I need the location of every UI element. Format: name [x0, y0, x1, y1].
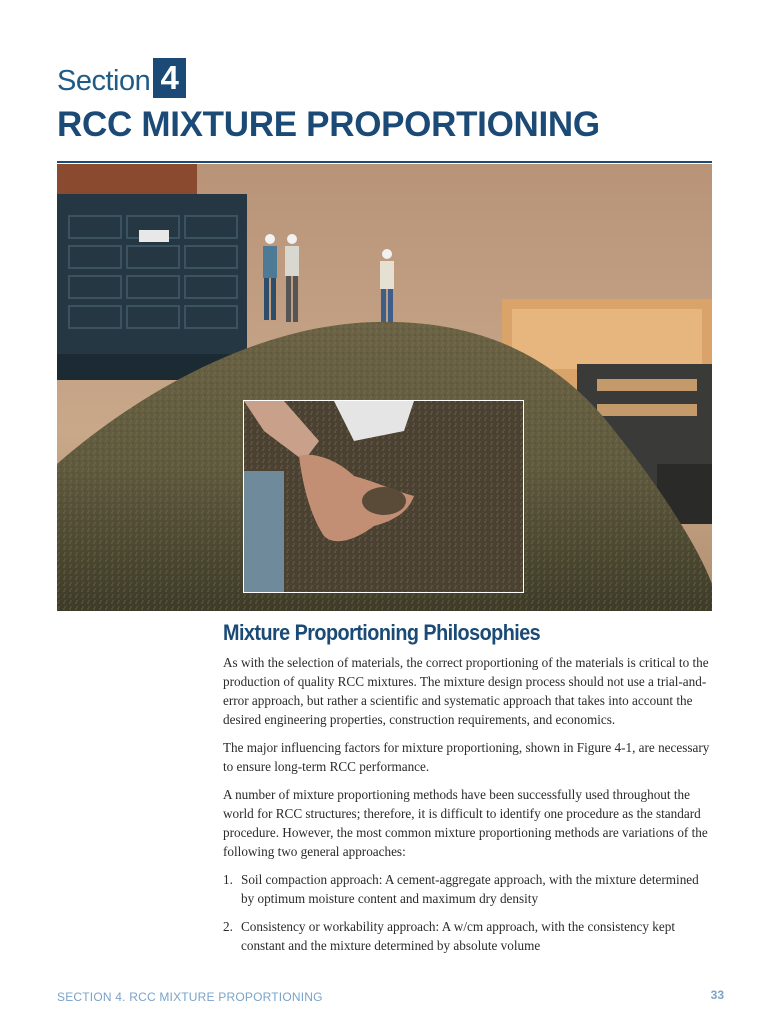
section-number-badge: 4 [153, 58, 186, 98]
approaches-list [223, 870, 713, 955]
list-item [223, 917, 713, 955]
main-photo [57, 164, 712, 611]
page-title: RCC MIXTURE PROPORTIONING [57, 105, 600, 144]
running-footer: SECTION 4. RCC MIXTURE PROPORTIONING [57, 990, 323, 1004]
list-text: Consistency or workability approach: A w/cm approach, with the consistency kept constant and the mixture determined by absolute volume [241, 919, 675, 954]
inset-photo [243, 400, 524, 593]
paragraph: As with the selection of materials, the correct proportioning of the materials is critical to the production of quality RCC mixtures. The mixture design process should not use a trial-and-error approach, but rather a scientific and systematic approach that takes into account the desired engineering properties, construction requirements, and economics. [223, 655, 709, 728]
list-item [223, 870, 713, 908]
title-divider [57, 161, 712, 163]
section-heading: Mixture Proportioning Philosophies [223, 620, 541, 645]
article-body [223, 620, 713, 964]
section-label [57, 58, 186, 98]
list-number: 1. [223, 872, 233, 888]
list-number: 2. [223, 919, 233, 935]
paragraph: A number of mixture proportioning methods have been successfully used throughout the world for RCC structures; therefore, it is difficult to identify one procedure as the standard procedure. However, the most common mixture proportioning methods are variations of the following two general approaches: [223, 787, 708, 860]
page-number: 33 [710, 988, 724, 1002]
dump-truck [57, 164, 247, 380]
section-word: Section [57, 65, 151, 97]
list-text: Soil compaction approach: A cement-aggregate approach, with the mixture determined by optimum moisture content and maximum dry density [241, 872, 699, 907]
paragraph: The major influencing factors for mixture proportioning, shown in Figure 4-1, are necessary to ensure long-term RCC performance. [223, 740, 710, 775]
